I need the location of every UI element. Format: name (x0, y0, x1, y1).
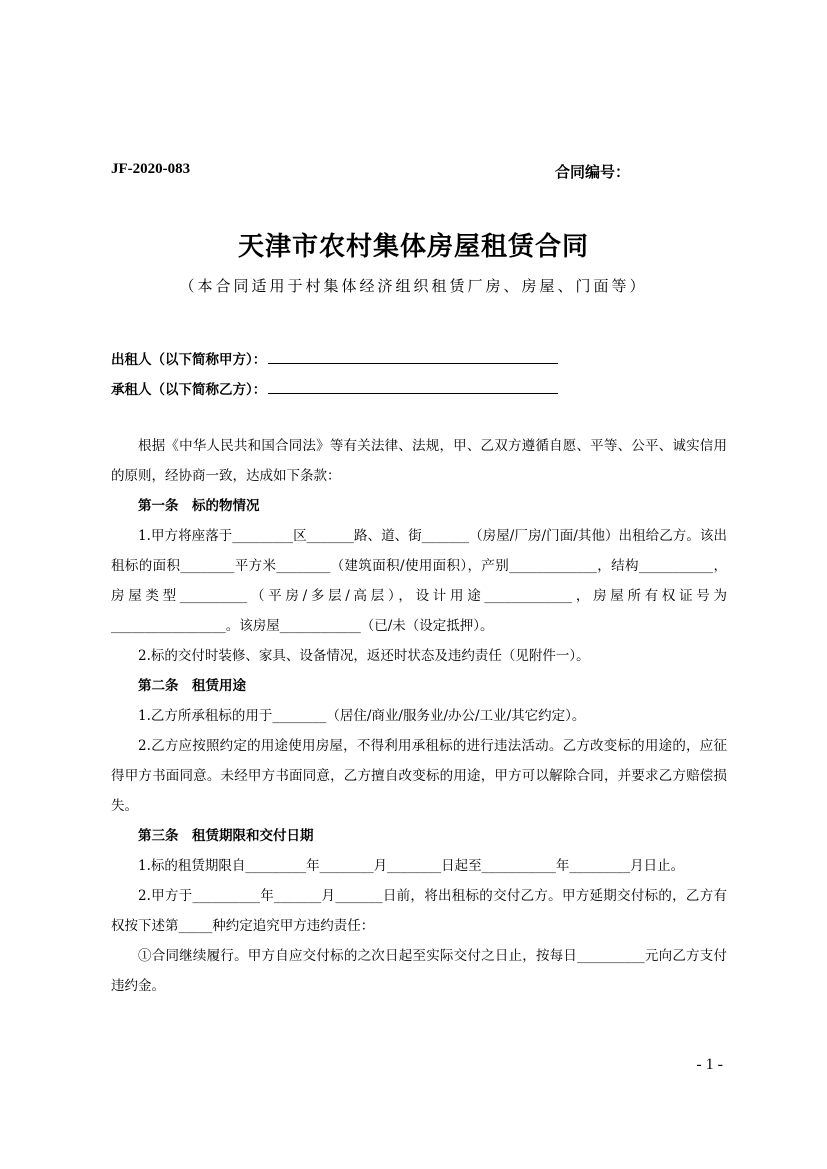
lessor-label: 出租人（以下简称甲方）： (111, 352, 267, 368)
article-3-clause-2: 2.甲方于__________年_______月_______日前，将出租标的交付乙方。甲方延期交付标的，乙方有权按下述第_____种约定追究甲方违约责任： (111, 888, 727, 934)
document-subtitle: （本合同适用于村集体经济组织租赁厂房、房屋、门面等） (179, 277, 648, 295)
contract-body (111, 431, 727, 1001)
article-3-heading: 第三条 租赁期限和交付日期 (138, 828, 314, 844)
article-2-heading: 第二条 租赁用途 (138, 678, 246, 694)
lessor-blank (268, 349, 558, 364)
contract-number-label: 合同编号： (555, 163, 631, 181)
article-2-clause-2: 2.乙方应按照约定的用途使用房屋，不得利用承租标的进行违法活动。乙方改变标的用途的，应征得甲方书面同意。未经甲方书面同意，乙方擅自改变标的用途，甲方可以解除合同，并要求乙方赔偿损失。 (111, 738, 727, 814)
lessee-line (111, 378, 558, 398)
article-3-option-1: ①合同继续履行。甲方自应交付标的之次日起至实际交付之日止，按每日__________元向乙方支付违约金。 (111, 948, 727, 994)
article-3-clause-1: 1.标的租赁期限自_________年________月________日起至___________年_________月日止。 (138, 858, 685, 874)
document-title: 天津市农村集体房屋租赁合同 (237, 232, 589, 262)
preamble-paragraph: 根据《中华人民共和国合同法》等有关法律、法规，甲、乙双方遵循自愿、平等、公平、诚实信用的原则，经协商一致，达成如下条款： (111, 438, 727, 484)
page-number: - 1 - (696, 1056, 723, 1073)
article-1-clause-2: 2.标的交付时装修、家具、设备情况，返还时状态及违约责任（见附件一）。 (138, 648, 590, 664)
article-2-clause-1: 1.乙方所承租标的用于________（居住/商业/服务业/办公/工业/其它约定）。 (138, 708, 586, 724)
lessor-line (111, 348, 558, 368)
document-code: JF-2020-083 (111, 161, 191, 177)
lessee-blank (268, 379, 558, 394)
article-1-clause-1: 1.甲方将座落于_________区_______路、道、街_______（房屋/厂房/门面/其他）出租给乙方。该出租标的面积________平方米________（建筑面积/使用面积），产别_____________，结构___________，房屋类型__________（平房/多层/高层），设计用途_____________，房屋所有权证号为_________________。该房屋____________（已/未（设定抵押）。 (111, 528, 727, 634)
article-1-heading: 第一条 标的物情况 (138, 498, 260, 514)
lessee-label: 承租人（以下简称乙方）： (111, 382, 267, 398)
